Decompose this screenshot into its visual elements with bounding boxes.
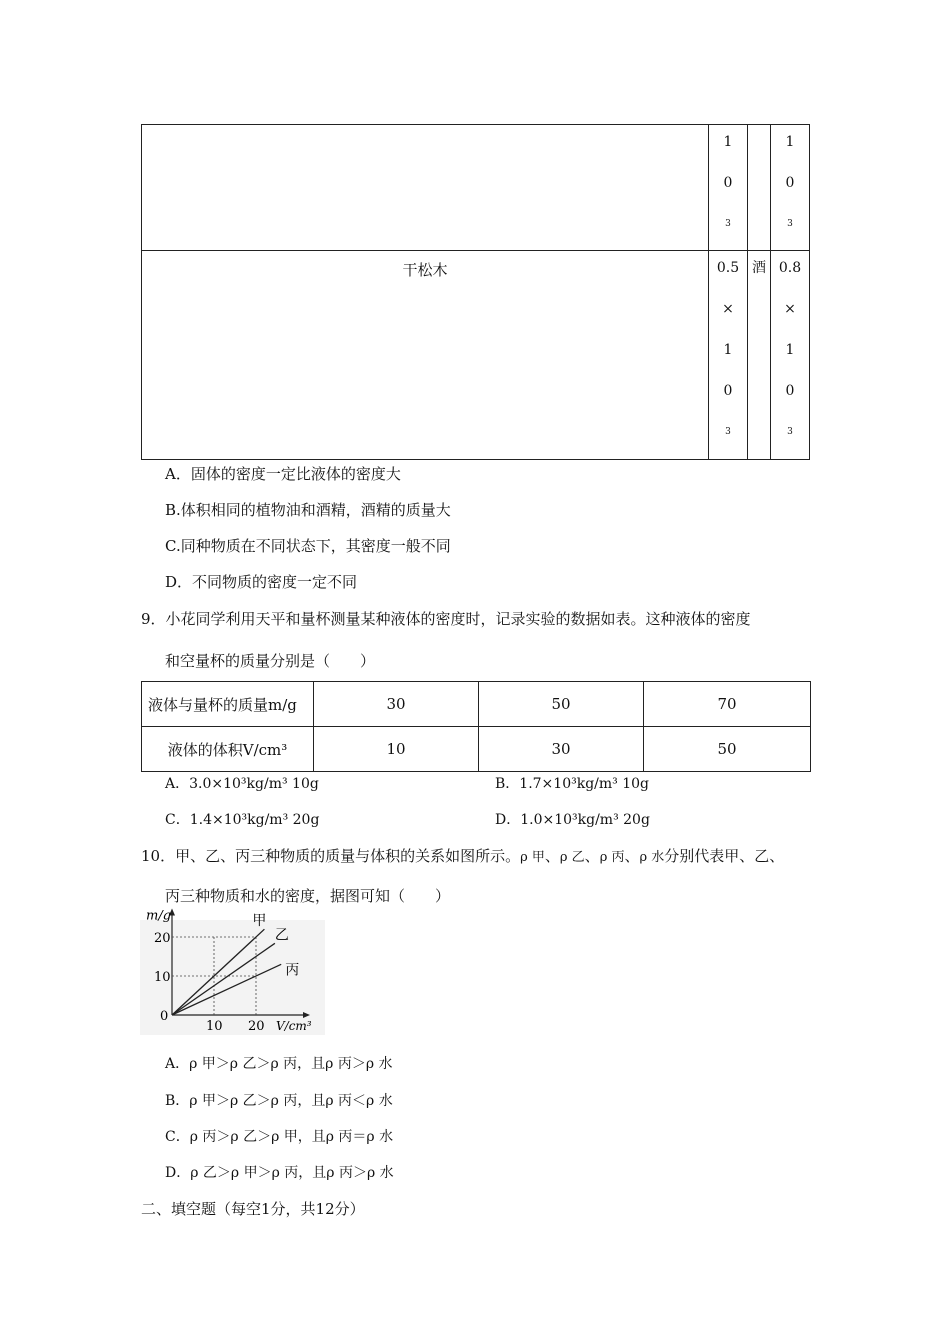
q9-option-c: C．1.4×10³kg/m³ 20g [165, 812, 320, 828]
q9-data-table [141, 681, 811, 772]
density-table-continued [141, 124, 810, 460]
q9-row1-value: 50 [479, 682, 644, 727]
cell-char: 0.8 [778, 260, 802, 276]
table1-row2-name-cell [142, 251, 709, 460]
cell-char: 3 [787, 219, 793, 229]
cell-char: 1 [723, 134, 733, 150]
separator: 、 [544, 847, 560, 865]
separator: 、 [584, 847, 600, 865]
table1-row1-col-b [748, 125, 771, 251]
q9-row2-header: 液体的体积V/cm³ [142, 727, 314, 772]
table1-row1-col-a [709, 125, 748, 251]
cell-char: 0 [785, 175, 795, 191]
table1-row2-col-a [709, 251, 748, 460]
cell-char: × [722, 301, 734, 317]
rho-symbol: ρ 水 [639, 850, 665, 865]
q9-stem-line1: 9．小花同学利用天平和量杯测量某种液体的密度时，记录实验的数据如表。这种液体的密度 [141, 610, 751, 628]
q9-option-a: A．3.0×10³kg/m³ 10g [165, 776, 319, 792]
q9-row2-value: 30 [479, 727, 644, 772]
q10-option-a: A．ρ 甲＞ρ 乙＞ρ 丙，且ρ 丙＞ρ 水 [165, 1056, 393, 1072]
q10-option-c: C．ρ 丙＞ρ 乙＞ρ 甲，且ρ 丙＝ρ 水 [165, 1129, 394, 1145]
q8-option-c: C.同种物质在不同状态下，其密度一般不同 [165, 537, 451, 555]
q8-option-d: D．不同物质的密度一定不同 [165, 573, 358, 591]
tick-label: 20 [248, 1019, 265, 1034]
q9-row1-header: 液体与量杯的质量m/g [142, 682, 314, 727]
cell-char: 1 [785, 134, 795, 150]
tick-label: 10 [206, 1019, 223, 1034]
cell-char: 酒 [752, 260, 766, 276]
cell-char: 1 [785, 342, 795, 358]
q9-option-b: B．1.7×10³kg/m³ 10g [495, 776, 649, 792]
cell-char: 0.5 [716, 260, 740, 276]
tick-label: 10 [154, 970, 171, 985]
cell-char: 0 [723, 175, 733, 191]
series-label: 甲 [252, 913, 267, 930]
cell-char: 0 [785, 383, 795, 399]
q10-stem-prefix: 10．甲、乙、丙三种物质的质量与体积的关系如图所示。 [141, 847, 521, 865]
cell-char: × [784, 301, 796, 317]
cell-char: 3 [725, 219, 731, 229]
rho-symbol: ρ 乙 [559, 850, 585, 865]
q8-option-b: B.体积相同的植物油和酒精，酒精的质量大 [165, 501, 451, 519]
rho-symbol: ρ 甲 [520, 850, 545, 865]
x-axis-label: V/cm³ [276, 1019, 312, 1033]
table1-row1-name-cell [142, 125, 709, 251]
table1-row1-col-c [771, 125, 810, 251]
q9-stem-line2: 和空量杯的质量分别是（ ） [165, 652, 376, 670]
material-name: 干松木 [402, 261, 448, 279]
rho-list [520, 847, 664, 865]
rho-symbol: ρ 丙 [599, 850, 625, 865]
q10-stem-line1 [141, 845, 784, 866]
q8-option-a: A．固体的密度一定比液体的密度大 [165, 465, 401, 483]
tick-label: 20 [154, 931, 171, 946]
cell-char: 0 [723, 383, 733, 399]
cell-char: 3 [787, 427, 793, 437]
tick-label: 0 [160, 1009, 169, 1024]
series-label: 丙 [285, 962, 300, 979]
q10-stem-suffix: 分别代表甲、乙、 [664, 847, 785, 865]
y-axis-label: m/g [146, 908, 172, 924]
section-heading: 二、填空题（每空1分，共12分） [141, 1200, 365, 1218]
table1-row2-col-c [771, 251, 810, 460]
q9-row1-value: 70 [644, 682, 811, 727]
q10-option-d: D．ρ 乙＞ρ 甲＞ρ 丙，且ρ 丙＞ρ 水 [165, 1165, 394, 1181]
q9-row2-value: 50 [644, 727, 811, 772]
q9-row2-value: 10 [314, 727, 479, 772]
cell-char: 3 [725, 427, 731, 437]
table1-row2-col-b [748, 251, 771, 460]
q10-option-b: B．ρ 甲＞ρ 乙＞ρ 丙，且ρ 丙＜ρ 水 [165, 1093, 393, 1109]
q9-option-d: D．1.0×10³kg/m³ 20g [495, 812, 650, 828]
cell-char: 1 [723, 342, 733, 358]
q10-stem-line2: 丙三种物质和水的密度，据图可知（ ） [165, 887, 451, 905]
series-label: 乙 [274, 927, 289, 944]
q9-row1-value: 30 [314, 682, 479, 727]
separator: 、 [624, 847, 640, 865]
mass-volume-chart [140, 908, 325, 1035]
